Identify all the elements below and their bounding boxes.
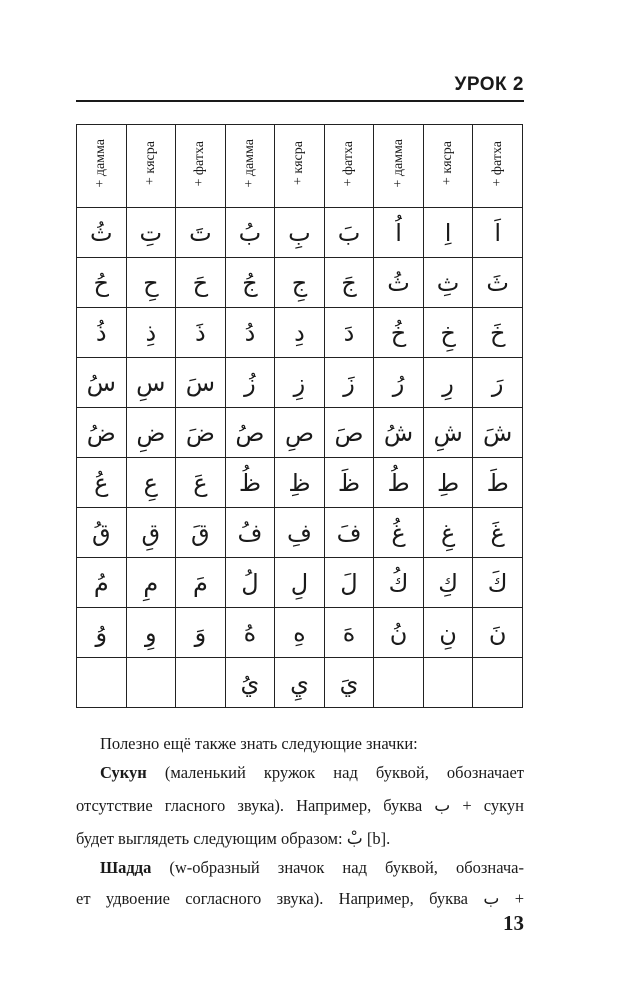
syllable-cell: تِ xyxy=(126,208,176,258)
syllable-cell: بُ xyxy=(225,208,275,258)
syllable-cell: قُ xyxy=(77,508,127,558)
page-header xyxy=(76,74,524,98)
table-row xyxy=(77,308,523,358)
table-row xyxy=(77,358,523,408)
syllable-cell: صِ xyxy=(275,408,325,458)
syllable-cell: تَ xyxy=(176,208,226,258)
lesson-title: УРОК 2 xyxy=(454,74,524,95)
syllable-cell: كَ xyxy=(473,558,523,608)
syllable-cell: زُ xyxy=(225,358,275,408)
column-header: + фатха xyxy=(176,125,226,208)
column-header: + фатха xyxy=(324,125,374,208)
syllable-cell xyxy=(423,658,473,708)
syllable-cell: لَ xyxy=(324,558,374,608)
shadda-line-2: ет удвоение согласного звука). Например, буква ب + xyxy=(76,889,524,909)
syllable-cell: مِ xyxy=(126,558,176,608)
syllable-cell xyxy=(374,658,424,708)
syllable-cell: بِ xyxy=(275,208,325,258)
column-header: + дамма xyxy=(77,125,127,208)
syllable-cell: قِ xyxy=(126,508,176,558)
syllable-cell: وِ xyxy=(126,608,176,658)
syllable-cell xyxy=(473,658,523,708)
harakat-table xyxy=(76,124,523,708)
syllable-cell: وُ xyxy=(77,608,127,658)
syllable-cell: فِ xyxy=(275,508,325,558)
syllable-cell: شِ xyxy=(423,408,473,458)
syllable-cell: زِ xyxy=(275,358,325,408)
table-row xyxy=(77,558,523,608)
column-header: + фатха xyxy=(473,125,523,208)
syllable-cell: خِ xyxy=(423,308,473,358)
shadda-line-1: Шадда (w-образный значок над буквой, обознача- xyxy=(100,858,524,877)
sukun-term: Сукун xyxy=(100,763,147,782)
table-row xyxy=(77,408,523,458)
syllable-cell: كِ xyxy=(423,558,473,608)
page-number: 13 xyxy=(503,911,524,935)
syllable-cell: ذِ xyxy=(126,308,176,358)
column-header: + кясра xyxy=(126,125,176,208)
sukun-line-2: отсутствие гласного звука). Например, буква ب + сукун xyxy=(76,796,524,816)
shadda-term: Шадда xyxy=(100,858,152,877)
syllable-cell: لُ xyxy=(225,558,275,608)
syllable-cell: فُ xyxy=(225,508,275,558)
table-row xyxy=(77,608,523,658)
syllable-cell: ظُ xyxy=(225,458,275,508)
syllable-cell: ثَ xyxy=(473,258,523,308)
syllable-cell: يُ xyxy=(225,658,275,708)
table-row xyxy=(77,208,523,258)
syllable-cell: طِ xyxy=(423,458,473,508)
syllable-cell: طُ xyxy=(374,458,424,508)
syllable-cell: ظَ xyxy=(324,458,374,508)
syllable-cell: قَ xyxy=(176,508,226,558)
syllable-cell xyxy=(176,658,226,708)
syllable-cell: اُ xyxy=(374,208,424,258)
syllable-cell: عُ xyxy=(77,458,127,508)
syllable-cell: سُ xyxy=(77,358,127,408)
syllable-cell: عِ xyxy=(126,458,176,508)
syllable-cell: دِ xyxy=(275,308,325,358)
column-header: + кясра xyxy=(423,125,473,208)
syllable-cell: ظِ xyxy=(275,458,325,508)
syllable-cell: هُ xyxy=(225,608,275,658)
syllable-cell: شُ xyxy=(374,408,424,458)
syllable-cell: ذُ xyxy=(77,308,127,358)
syllable-cell: دُ xyxy=(225,308,275,358)
syllable-cell: صُ xyxy=(225,408,275,458)
syllable-cell: حِ xyxy=(126,258,176,308)
syllable-cell xyxy=(126,658,176,708)
syllable-cell: سِ xyxy=(126,358,176,408)
syllable-cell: هِ xyxy=(275,608,325,658)
syllable-cell: ثِ xyxy=(423,258,473,308)
syllable-cell: حُ xyxy=(77,258,127,308)
syllable-cell: ضَ xyxy=(176,408,226,458)
sukun-line-3: будет выглядеть следующим образом: بْ [b]. xyxy=(76,829,391,849)
arabic-ba-sukun: بْ xyxy=(346,829,363,849)
syllable-cell: نُ xyxy=(374,608,424,658)
syllable-cell: جِ xyxy=(275,258,325,308)
syllable-cell: هَ xyxy=(324,608,374,658)
syllable-cell: مُ xyxy=(77,558,127,608)
table-row xyxy=(77,508,523,558)
header-row xyxy=(77,125,523,208)
syllable-cell: بَ xyxy=(324,208,374,258)
syllable-cell: غِ xyxy=(423,508,473,558)
syllable-cell: ذَ xyxy=(176,308,226,358)
syllable-cell: رِ xyxy=(423,358,473,408)
syllable-cell: زَ xyxy=(324,358,374,408)
syllable-cell: اَ xyxy=(473,208,523,258)
syllable-cell: اِ xyxy=(423,208,473,258)
syllable-cell: عَ xyxy=(176,458,226,508)
syllable-cell: نَ xyxy=(473,608,523,658)
syllable-cell: جُ xyxy=(225,258,275,308)
syllable-cell: مَ xyxy=(176,558,226,608)
syllable-cell: جَ xyxy=(324,258,374,308)
table-row xyxy=(77,458,523,508)
column-header: + дамма xyxy=(374,125,424,208)
syllable-cell: ضُ xyxy=(77,408,127,458)
syllable-cell: غَ xyxy=(473,508,523,558)
column-header: + кясра xyxy=(275,125,325,208)
syllable-cell: يِ xyxy=(275,658,325,708)
arabic-letter-ba: ب xyxy=(434,796,451,816)
header-rule xyxy=(76,100,524,102)
syllable-cell: خُ xyxy=(374,308,424,358)
syllable-cell: كُ xyxy=(374,558,424,608)
syllable-cell: وَ xyxy=(176,608,226,658)
syllable-cell: شَ xyxy=(473,408,523,458)
syllable-cell: ضِ xyxy=(126,408,176,458)
syllable-cell: دَ xyxy=(324,308,374,358)
syllable-cell: صَ xyxy=(324,408,374,458)
table-body xyxy=(77,208,523,708)
table-row xyxy=(77,658,523,708)
syllable-cell: فَ xyxy=(324,508,374,558)
syllable-cell: ثُ xyxy=(374,258,424,308)
syllable-cell: يَ xyxy=(324,658,374,708)
syllable-cell: نِ xyxy=(423,608,473,658)
syllable-cell: حَ xyxy=(176,258,226,308)
syllable-cell: رُ xyxy=(374,358,424,408)
arabic-letter-ba-2: ب xyxy=(483,889,500,909)
syllable-cell: خَ xyxy=(473,308,523,358)
syllable-cell: رَ xyxy=(473,358,523,408)
syllable-cell: لِ xyxy=(275,558,325,608)
syllable-cell xyxy=(77,658,127,708)
paragraph-intro: Полезно ещё также знать следующие значки: xyxy=(100,734,418,753)
syllable-cell: سَ xyxy=(176,358,226,408)
syllable-cell: غُ xyxy=(374,508,424,558)
syllable-cell: طَ xyxy=(473,458,523,508)
sukun-line-1: Сукун (маленький кружок над буквой, обозначает xyxy=(100,763,524,782)
table-row xyxy=(77,258,523,308)
syllable-cell: ثُ xyxy=(77,208,127,258)
column-header: + дамма xyxy=(225,125,275,208)
body-text xyxy=(76,734,524,909)
